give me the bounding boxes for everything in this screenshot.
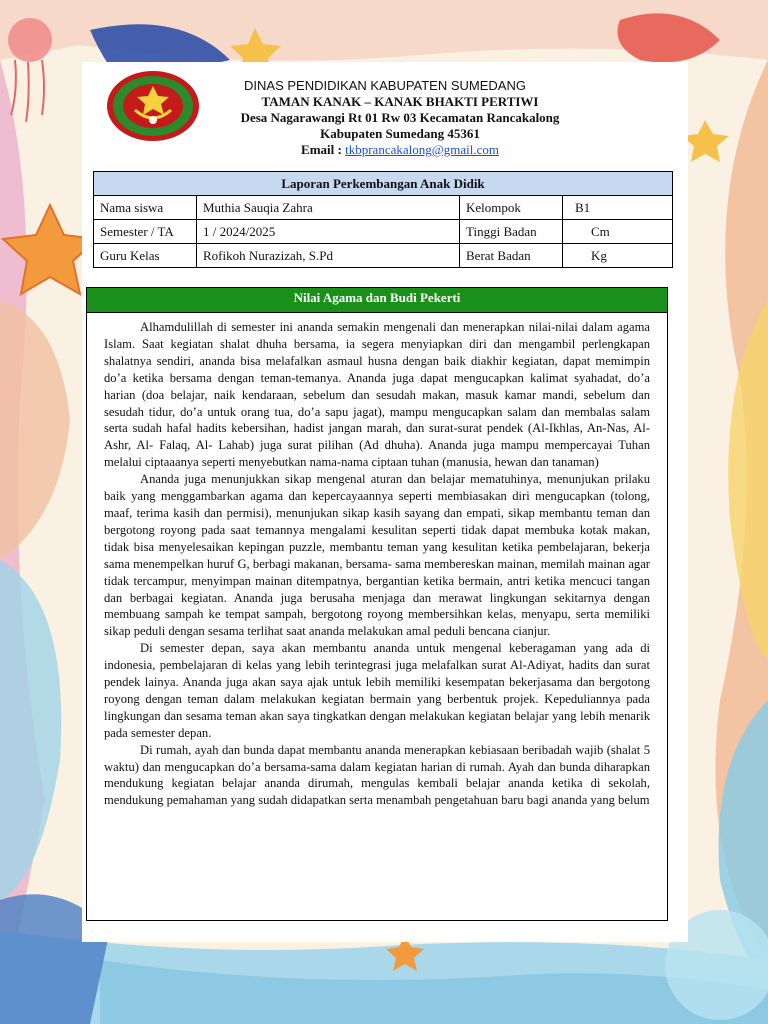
label-cell: Kelompok [460, 196, 563, 220]
value-cell: Rofikoh Nurazizah, S.Pd [197, 244, 460, 268]
agency-name: DINAS PENDIDIKAN KABUPATEN SUMEDANG [244, 78, 526, 93]
email-label: Email : [301, 142, 346, 157]
label-cell: Tinggi Badan [460, 220, 563, 244]
school-address: Desa Nagarawangi Rt 01 Rw 03 Kecamatan Rancakalong [240, 110, 560, 125]
label-cell: Berat Badan [460, 244, 563, 268]
email-link[interactable]: tkbprancakalong@gmail.com [345, 142, 499, 157]
section-title: Nilai Agama dan Budi Pekerti [87, 288, 667, 313]
value-cell: Muthia Sauqia Zahra [197, 196, 460, 220]
paragraph: Di semester depan, saya akan membantu ananda untuk mengenal keberagaman yang ada di indonesia, pembelajaran di kelas yang lebih terintegrasi juga melafalkan surat Al-Adiyat, hadits dan surat pendek lainya. Ananda juga akan saya ajak untuk lebih memiliki kesempatan bekerjasama dan bergotong royong dengan teman dalam melakukan kegiatan bermain yang berbentuk projek. Kepeduliannya pada lingkungan dan sesama teman akan saya tingkatkan dengan melakukan kegiatan belajar yang lebih menarik pada semester depan. [104, 641, 650, 740]
value-cell: Cm [563, 220, 673, 244]
label-cell: Guru Kelas [94, 244, 197, 268]
value-cell: 1 / 2024/2025 [197, 220, 460, 244]
label-cell: Nama siswa [94, 196, 197, 220]
label-cell: Semester / TA [94, 220, 197, 244]
section-body [87, 313, 667, 809]
paragraph: Alhamdulillah di semester ini ananda semakin mengenali dan menerapkan nilai-nilai dalam agama Islam. Saat kegiatan shalat dhuha bersama, ia segera menyiapkan diri dan mengambil perlengkapan shalatnya sendiri, ananda bisa melafalkan asmaul husna dengan baik diakhir kegiatan, dapat memimpin do’a ketika bersama dengan teman-temanya. Ananda juga dapat mengucapkan kalimat syahadat, do’a harian (doa belajar, naik kendaraan, sebelum dan sesudah makan, masuk kamar mandi, sebelum dan sesudah tidur, do’a untuk orang tua, do’a sapu jagat), mampu mengucapkan salam dan membalas salam serta sudah hafal hadits kebersihan, hadist jangan marah, dan surat-surat pendek (Al-Ikhlas, An-Nas, Al-Ashr, Al- Falaq, Al- Lahab) juga surat pilihan (Ad dhuha). Ananda juga mampu mempercayai Tuhan melalui ciptaaanya seperti menyebutkan nama-nama ciptaan tuhan (manusia, hewan dan tanaman) [104, 320, 650, 470]
value-cell: B1 [563, 196, 673, 220]
paragraph: Ananda juga menunjukkan sikap mengenal aturan dan belajar mematuhinya, menunjukan prilaku baik yang menggambarkan agama dan kepercayaannya seperti membiasakan diri mengucapkan (tolong, maaf, terima kasih dan permisi), menunjukan sikap kasih sayang dan empati, sikap membantu teman dan bergotong royong pada saat temannya mengalami kesulitan seperti tidak dapat membuka kotak makan, tidak bisa menyelesaikan kepingan puzzle, membantu teman yang kesulitan ketika pembelajaran, bekerja sama menempelkan huruf G, berbagi makanan, bersama- sama membereskan mainan, memilah mainan agar tidak tercampur, menyimpan mainan ditempatnya, bergantian ketika bermain, antri ketika mencuci tangan dan berbagai kegiatan. Ananda juga berusaha menjaga dan merawat lingkungan sekitarnya dengan membuang sampah ke tempat sampah, bergotong royong membersihkan kelas, menyapu, serta memiliki sikap peduli dengan sesama terlihat saat ananda melakukan amal peduli bencana cianjur. [104, 472, 650, 639]
value-cell: Kg [563, 244, 673, 268]
school-regency: Kabupaten Sumedang 45361 [320, 126, 480, 141]
report-title: Laporan Perkembangan Anak Didik [94, 172, 673, 196]
student-info-table [93, 171, 673, 268]
table-row [94, 196, 673, 220]
letterhead [200, 78, 600, 158]
table-row [94, 220, 673, 244]
paragraph: Di rumah, ayah dan bunda dapat membantu ananda menerapkan kebiasaan beribadah wajib (shalat 5 waktu) dan mengucapkan do’a bersama-sama dalam kegiatan harian di rumah. Ayah dan bunda diharapkan mendukung kegiatan belajar ananda dirumah, mengulas kembali belajar ananda ketika di sekolah, mendukung pemahaman yang sudah didapatkan serta menambah pengetahuan baru bagi ananda yang belum [104, 742, 650, 808]
table-row [94, 244, 673, 268]
email-line [200, 142, 600, 158]
school-name: TAMAN KANAK – KANAK BHAKTI PERTIWI [261, 94, 539, 109]
religion-character-section [86, 287, 668, 921]
